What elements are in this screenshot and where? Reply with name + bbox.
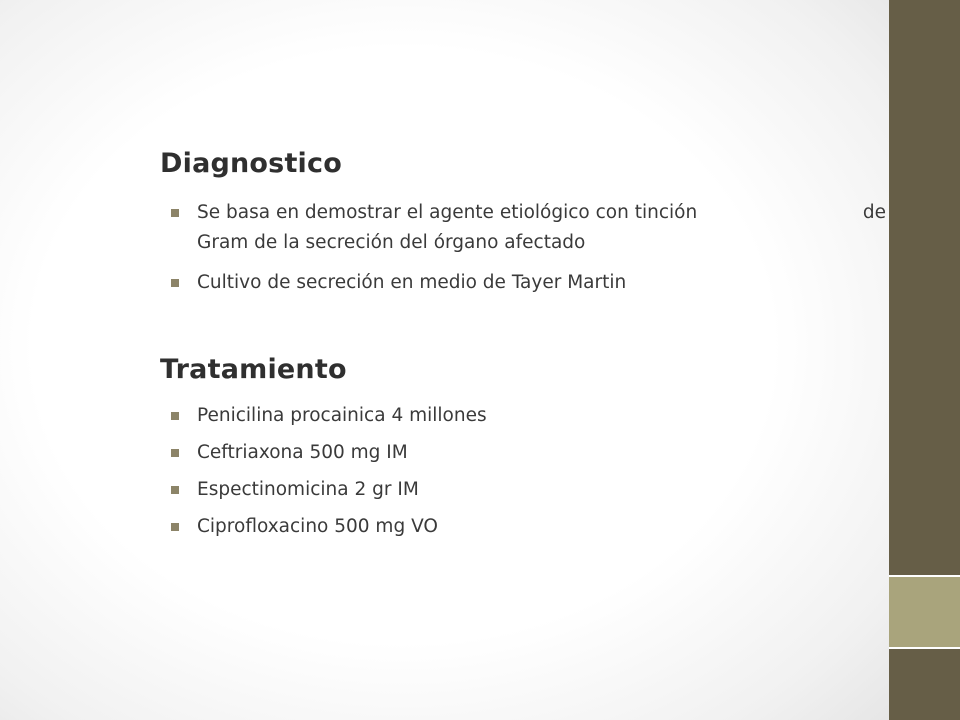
tratamiento-list bbox=[171, 401, 886, 549]
accent-bar-bottom bbox=[889, 648, 960, 720]
list-item-line bbox=[197, 198, 886, 228]
square-bullet-icon bbox=[171, 279, 179, 287]
list-item-text: Gram de la secreción del órgano afectado bbox=[197, 232, 586, 253]
square-bullet-icon bbox=[171, 209, 179, 217]
diagnostico-list bbox=[171, 198, 886, 308]
list-item bbox=[171, 438, 886, 468]
accent-bar-top bbox=[889, 0, 960, 576]
list-item bbox=[171, 268, 886, 298]
square-bullet-icon bbox=[171, 523, 179, 531]
list-item bbox=[171, 401, 886, 431]
section-title-diagnostico: Diagnostico bbox=[160, 148, 342, 179]
accent-separator bbox=[889, 647, 960, 649]
accent-separator bbox=[889, 575, 960, 577]
section-title-tratamiento: Tratamiento bbox=[160, 354, 347, 385]
list-item-text: Cultivo de secreción en medio de Tayer Martin bbox=[197, 272, 627, 293]
square-bullet-icon bbox=[171, 486, 179, 494]
square-bullet-icon bbox=[171, 449, 179, 457]
list-item-text: Penicilina procainica 4 millones bbox=[197, 405, 487, 426]
list-item-text: Espectinomicina 2 gr IM bbox=[197, 479, 419, 500]
list-item bbox=[171, 198, 886, 258]
list-item-text: Ceftriaxona 500 mg IM bbox=[197, 442, 408, 463]
list-item-text: Ciprofloxacino 500 mg VO bbox=[197, 516, 438, 537]
list-item bbox=[171, 475, 886, 505]
square-bullet-icon bbox=[171, 412, 179, 420]
list-item-text: de bbox=[862, 202, 886, 223]
accent-bar-middle bbox=[889, 576, 960, 648]
list-item-text: Se basa en demostrar el agente etiológico con tinción bbox=[197, 202, 698, 223]
list-item bbox=[171, 512, 886, 542]
